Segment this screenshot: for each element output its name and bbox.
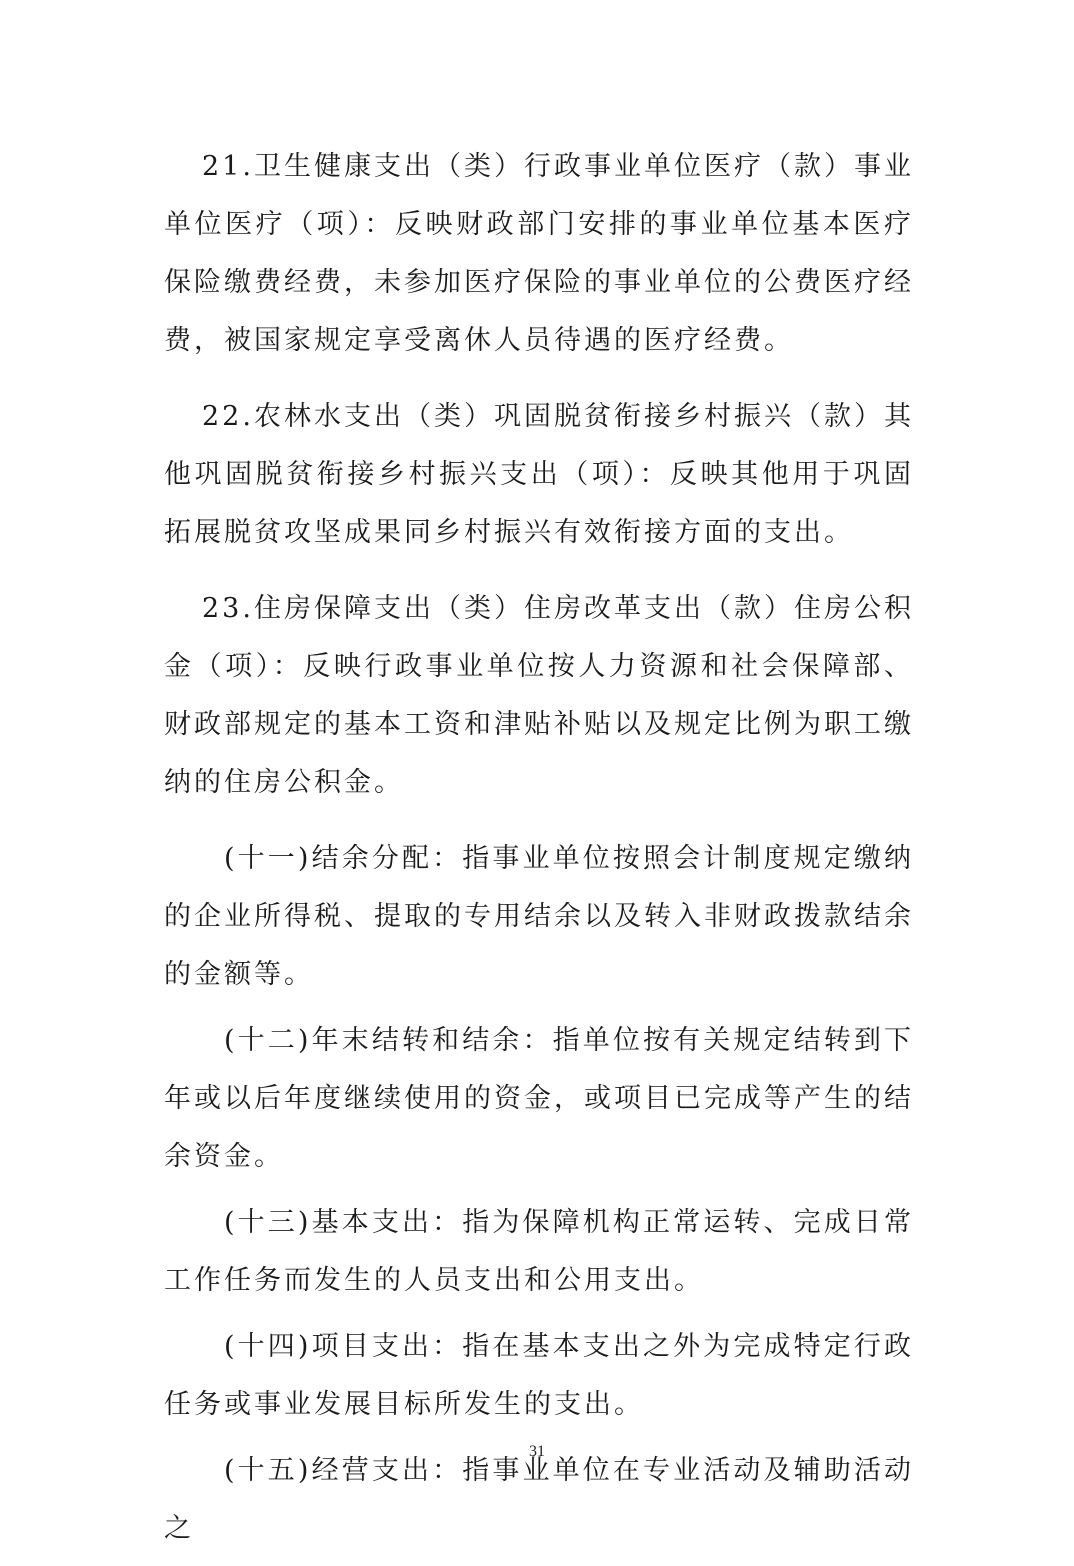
paragraph-section-12: (十二)年末结转和结余：指单位按有关规定结转到下年或以后年度继续使用的资金，或项目已完成等产生的结余资金。: [164, 1025, 914, 1172]
paragraph-section-15: (十五)经营支出：指事业单位在专业活动及辅助活动之: [164, 1455, 914, 1544]
page-number: 31: [529, 1443, 545, 1460]
paragraph-section-11: (十一)结余分配：指事业单位按照会计制度规定缴纳的企业所得税、提取的专用结余以及转入非财政拨款结余的金额等。: [164, 843, 914, 990]
document-body: [164, 138, 914, 1566]
paragraph-item-23: 23.住房保障支出（类）住房改革支出（款）住房公积金（项）：反映行政事业单位按人力资源和社会保障部、财政部规定的基本工资和津贴补贴以及规定比例为职工缴纳的住房公积金。: [164, 593, 914, 798]
paragraph-item-22: 22.农林水支出（类）巩固脱贫衔接乡村振兴（款）其他巩固脱贫衔接乡村振兴支出（项）：反映其他用于巩固拓展脱贫攻坚成果同乡村振兴有效衔接方面的支出。: [164, 401, 914, 548]
paragraph-section-14: (十四)项目支出：指在基本支出之外为完成特定行政任务或事业发展目标所发生的支出。: [164, 1331, 914, 1420]
paragraph-item-21: 21.卫生健康支出（类）行政事业单位医疗（款）事业单位医疗（项）：反映财政部门安排的事业单位基本医疗保险缴费经费，未参加医疗保险的事业单位的公费医疗经费，被国家规定享受离休人员待遇的医疗经费。: [164, 151, 914, 356]
paragraph-section-13: (十三)基本支出：指为保障机构正常运转、完成日常工作任务而发生的人员支出和公用支出。: [164, 1207, 914, 1296]
